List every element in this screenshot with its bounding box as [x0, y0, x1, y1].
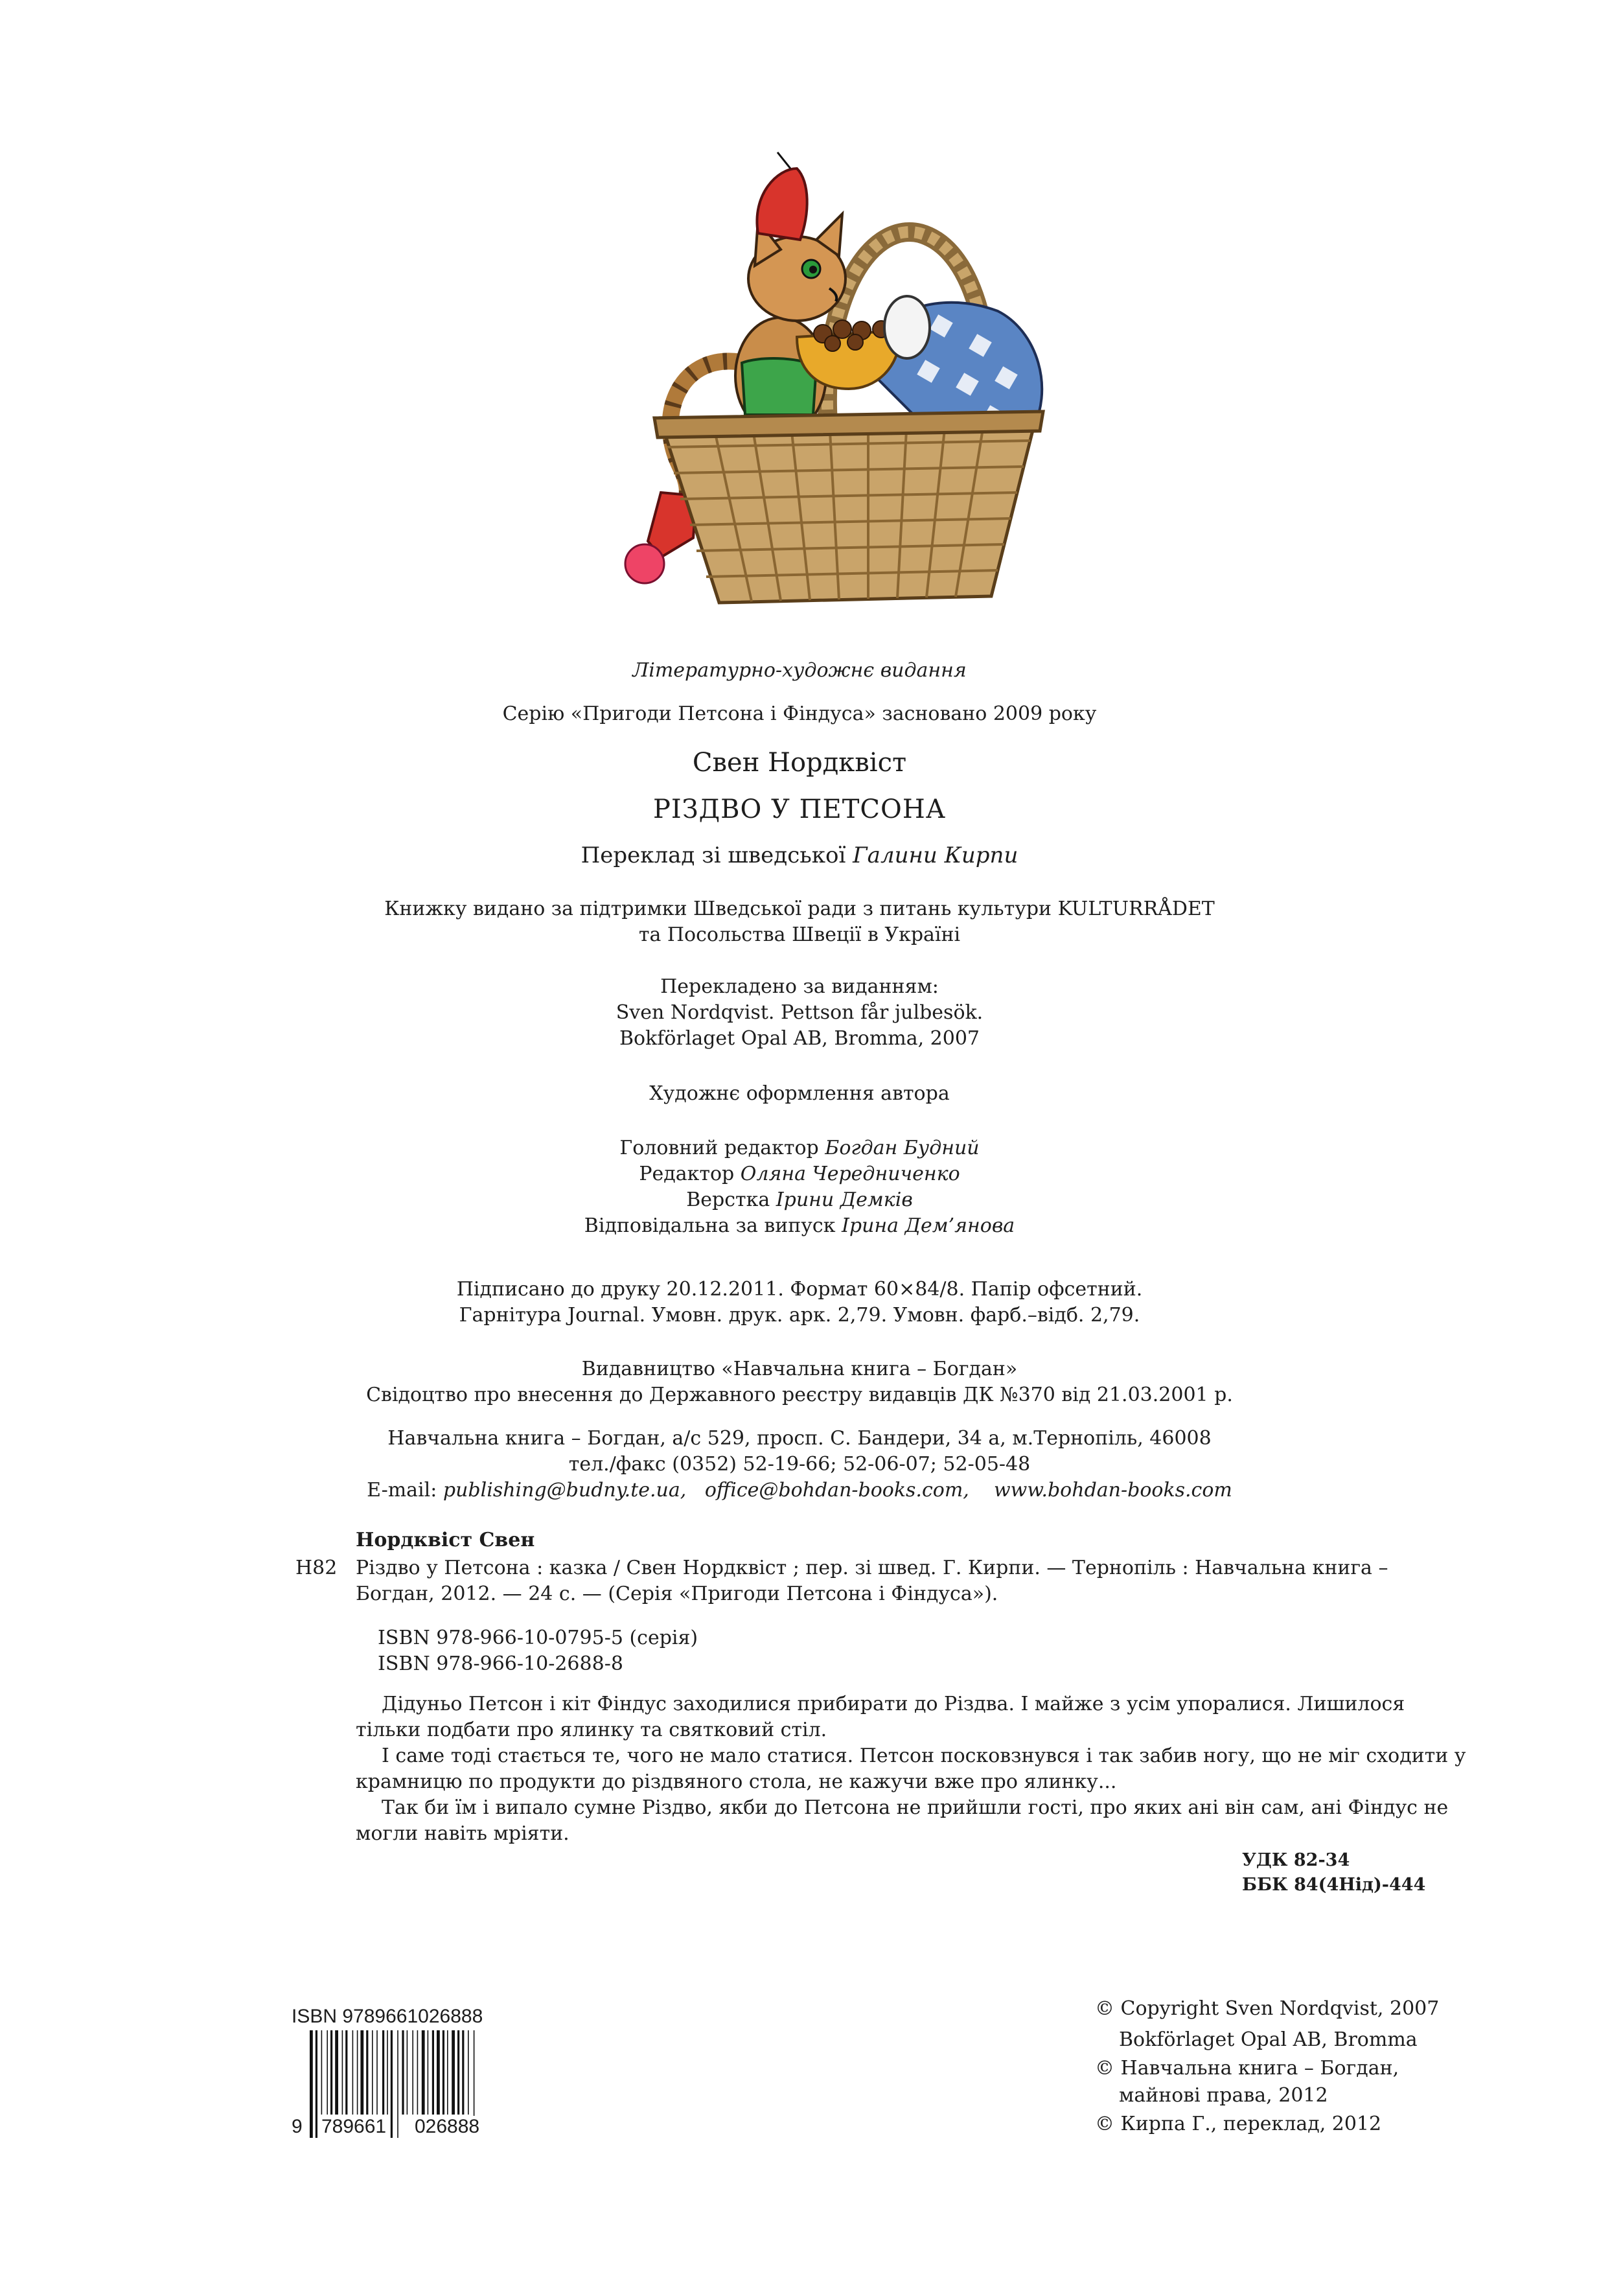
translation-line	[0, 841, 1599, 870]
barcode-bar	[407, 2030, 408, 2115]
print-specs-line-2: Гарнітура Journal. Умовн. друк. арк. 2,79. Умовн. фарб.–відб. 2,79.	[459, 1304, 1140, 1327]
original-edition-title: Sven Nordqvist. Pettson får julbesök.	[615, 1001, 984, 1024]
credit-line	[0, 1187, 1599, 1213]
credit-line	[0, 1161, 1599, 1187]
original-edition-publisher: Bokförlaget Opal AB, Bromma, 2007	[619, 1027, 980, 1050]
barcode-bar	[376, 2030, 378, 2115]
barcode-bar	[462, 2030, 464, 2115]
art-credit: Художнє оформлення автора	[649, 1082, 950, 1105]
credit-name: Богдан Будний	[825, 1137, 980, 1159]
barcode-bar	[335, 2030, 338, 2115]
isbn-series: ISBN 978-966-10-0795-5 (серія)	[378, 1627, 698, 1649]
book-title: РІЗДВО У ПЕТСОНА	[652, 794, 946, 824]
barcode-bar	[443, 2030, 444, 2115]
publisher-address: Навчальна книга – Богдан, а/с 529, просп. С. Бандери, 34 а, м.Тернопіль, 46008	[387, 1427, 1212, 1450]
series-founded-line: Серію «Пригоди Петсона і Фіндуса» засновано 2009 року	[502, 702, 1097, 725]
credit-name: Оляна Чередниченко	[740, 1163, 960, 1185]
email-publishing[interactable]: publishing@budny.te.ua,	[443, 1479, 687, 1502]
annotation-paragraph: Так би їм і випало сумне Різдво, якби до Петсона не прийшли гості, про яких ані він сам, ані Фіндус не могли навіть мріяти.	[356, 1796, 1449, 1845]
barcode-bar	[452, 2030, 455, 2115]
barcode-bar	[387, 2030, 388, 2115]
annotation	[356, 1691, 1467, 1847]
udk-code: УДК 82-34	[1242, 1850, 1350, 1870]
publisher-name: Видавництво «Навчальна книга – Богдан»	[581, 1358, 1018, 1380]
credit-name: Ірини Демків	[776, 1189, 913, 1211]
barcode-bar	[402, 2030, 404, 2115]
copyright-line: © Кирпа Г., переклад, 2012	[1095, 2113, 1382, 2135]
barcode-bar	[366, 2030, 368, 2115]
copyright-line: © Навчальна книга – Богдан,	[1095, 2057, 1399, 2080]
credit-name: Ірина Дем’янова	[842, 1214, 1015, 1237]
copyright-line: © Copyright Sven Nordqvist, 2007	[1095, 1997, 1440, 2020]
sock-pompom	[625, 544, 664, 583]
copyright-line: майнові права, 2012	[1119, 2084, 1328, 2107]
cat-basket-drawing	[583, 143, 1050, 609]
barcode-bar	[432, 2030, 434, 2115]
catalog-code: Н82	[295, 1557, 338, 1579]
publisher-certificate: Свідоцтво про внесення до Державного реєстру видавців ДК №370 від 21.03.2001 р.	[366, 1384, 1233, 1406]
original-edition-heading: Перекладено за виданням:	[660, 975, 939, 998]
white-plate	[884, 296, 930, 358]
isbn-book: ISBN 978-966-10-2688-8	[378, 1652, 623, 1675]
credit-role: Редактор	[639, 1163, 735, 1185]
barcode-digits-right: 026888	[411, 2116, 483, 2138]
cat-pupil	[809, 266, 817, 273]
illustration-cat-in-basket	[583, 143, 1050, 612]
barcode-isbn-label: ISBN 9789661026888	[292, 2006, 483, 2027]
catalog-author-heading: Нордквіст Свен	[356, 1529, 535, 1551]
barcode-bar	[330, 2030, 332, 2115]
support-line-1: Книжку видано за підтримки Шведської ради з питань культури KULTURRÅDET	[384, 898, 1215, 920]
catalog-description-line-2: Богдан, 2012. — 24 с. — (Серія «Пригоди Петсона і Фіндуса»).	[356, 1583, 998, 1605]
barcode-bar	[457, 2030, 459, 2115]
credit-role: Головний редактор	[619, 1137, 819, 1159]
website-link[interactable]: www.bohdan-books.com	[993, 1479, 1232, 1502]
barcode-bar	[412, 2030, 413, 2115]
credit-role: Відповідальна за випуск	[584, 1214, 836, 1237]
barcode-bar	[321, 2030, 323, 2115]
annotation-paragraph: І саме тоді стається те, чого не мало статися. Петсон посковзнувся і так забив ногу, що не міг сходити у крамницю по продукти до різдвяного стола, не кажучи вже про ялинку...	[356, 1745, 1466, 1793]
barcode-bar	[372, 2030, 373, 2115]
credit-role: Верстка	[686, 1189, 770, 1211]
barcode-bar	[352, 2030, 354, 2115]
barcode-bar	[422, 2030, 425, 2115]
credit-line	[0, 1213, 1599, 1239]
barcode-bar	[468, 2030, 469, 2115]
support-line-2: та Посольства Швеції в Україні	[638, 923, 961, 946]
email-label: E-mail:	[367, 1479, 437, 1502]
barcode-bar	[327, 2030, 328, 2115]
translation-prefix: Переклад зі шведської	[581, 842, 846, 868]
email-office[interactable]: office@bohdan-books.com,	[704, 1479, 969, 1502]
hat-tip	[777, 152, 790, 168]
publisher-phones: тел./факс (0352) 52-19-66; 52-06-07; 52-05-48	[568, 1453, 1031, 1476]
barcode-digits-left: 789661	[317, 2116, 390, 2138]
barcode-bar	[342, 2030, 343, 2115]
barcode-bar	[357, 2030, 358, 2115]
barcode-bar	[437, 2030, 440, 2115]
translator-name: Галини Кирпи	[853, 842, 1018, 868]
barcode-digit-first: 9	[292, 2116, 303, 2137]
barcode-bar	[345, 2030, 347, 2115]
genre-label: Літературно-художнє видання	[632, 659, 967, 682]
catalog-description-line-1: Різдво у Петсона : казка / Свен Нордквіст ; пер. зі швед. Г. Кирпи. — Тернопіль : Навчальна книга –	[356, 1557, 1388, 1579]
barcode-bar	[447, 2030, 448, 2115]
barcode-bar	[417, 2030, 419, 2115]
barcode-bar	[428, 2030, 429, 2115]
cat-red-hat	[757, 168, 807, 240]
barcode-bar	[382, 2030, 384, 2115]
book-author: Свен Нордквіст	[692, 748, 907, 778]
isbn-barcode	[292, 2006, 505, 2139]
copyright-line: Bokförlaget Opal AB, Bromma	[1119, 2028, 1418, 2051]
bbk-code: ББК 84(4Нід)-444	[1242, 1875, 1426, 1895]
credit-line	[0, 1135, 1599, 1161]
annotation-paragraph: Дідуньо Петсон і кіт Фіндус заходилися прибирати до Різдва. І майже з усім упоралися. Лишилося тільки подбати про ялинку та святковий стіл.	[356, 1693, 1405, 1741]
print-specs-line-1: Підписано до друку 20.12.2011. Формат 60×84/8. Папір офсетний.	[456, 1278, 1143, 1301]
publisher-contacts	[0, 1478, 1599, 1503]
barcode-bar	[360, 2030, 363, 2115]
